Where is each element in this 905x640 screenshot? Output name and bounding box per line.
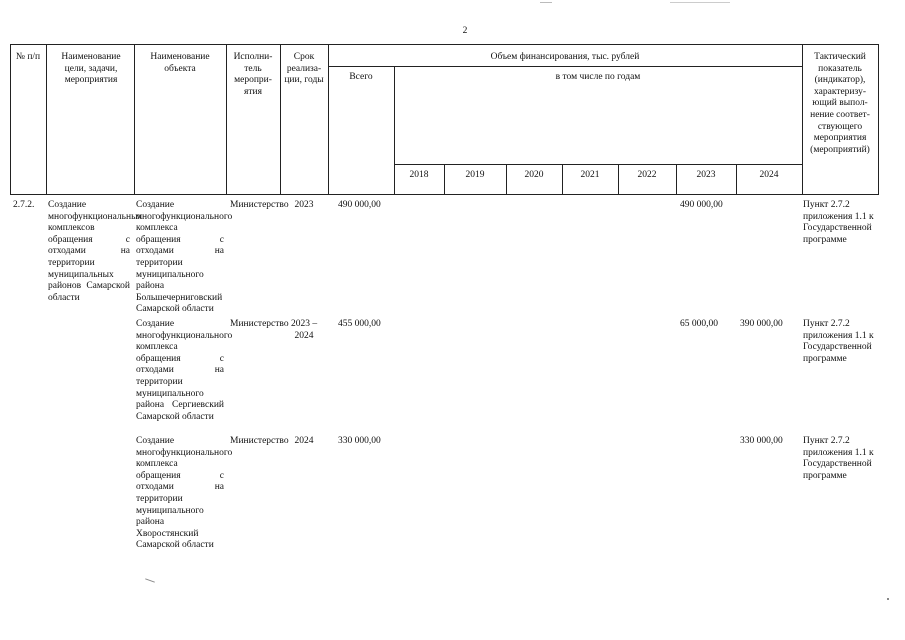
header-term: Срок реализа-ции, годы (284, 52, 324, 86)
scan-speck (145, 578, 155, 582)
row-total: 330 000,00 (338, 436, 381, 446)
row-term: 2024 (294, 436, 314, 446)
year-header: 2022 (637, 170, 657, 180)
year-header: 2019 (465, 170, 485, 180)
header-object: Наименование объекта (150, 52, 210, 74)
row-total: 455 000,00 (338, 319, 381, 329)
page-number: 2 (462, 26, 468, 36)
row-indicator: Пункт 2.7.2 приложения 1.1 к Государственной программе (803, 319, 874, 364)
year-header: 2021 (580, 170, 600, 180)
row-executor: Министерство (230, 436, 289, 446)
row-2023: 65 000,00 (680, 319, 718, 329)
header-executor: Исполни-тель меропри-ятия (233, 52, 273, 97)
year-header: 2020 (524, 170, 544, 180)
row-2024: 330 000,00 (740, 436, 783, 446)
year-header: 2018 (409, 170, 429, 180)
scan-speck (540, 2, 552, 3)
row-object: Создание многофункционального комплекса обращения с отходами на территории муниципального района Хворостянский Самарской области (136, 436, 233, 551)
row-executor: Министерство (230, 200, 289, 210)
header-financing: Объем финансирования, тыс. рублей (490, 52, 640, 62)
row-indicator: Пункт 2.7.2 приложения 1.1 к Государственной программе (803, 200, 874, 245)
row-object: Создание многофункционального комплекса обращения с отходами на территории муниципального района Большечерниговский Самарской области (136, 200, 233, 315)
year-header: 2023 (696, 170, 716, 180)
row-2023: 490 000,00 (680, 200, 723, 210)
row-term: 2023 – 2024 (290, 319, 318, 341)
row-2024: 390 000,00 (740, 319, 783, 329)
header-goal: Наименование цели, задачи, мероприятия (61, 52, 121, 86)
header-by-years: в том числе по годам (555, 72, 641, 82)
row-executor: Министерство (230, 319, 289, 329)
header-num: № п/п (15, 52, 41, 62)
header-indicator: Тактический показатель (индикатор), характеризу-ющий выпол-нение соответ-ствующего мероприятия (мероприятий) (810, 52, 870, 155)
scan-speck (887, 598, 889, 600)
year-header: 2024 (759, 170, 779, 180)
scan-speck (670, 2, 730, 3)
row-object: Создание многофункционального комплекса обращения с отходами на территории муниципального района Сергиевский Самарской области (136, 319, 233, 422)
row-goal: Создание многофункциональных комплексов обращения с отходами на территории муниципальных районов Самарской области (48, 200, 143, 303)
header-total: Всего (349, 72, 373, 82)
row-indicator: Пункт 2.7.2 приложения 1.1 к Государственной программе (803, 436, 874, 481)
row-num: 2.7.2. (13, 200, 35, 210)
row-total: 490 000,00 (338, 200, 381, 210)
row-term: 2023 (294, 200, 314, 210)
